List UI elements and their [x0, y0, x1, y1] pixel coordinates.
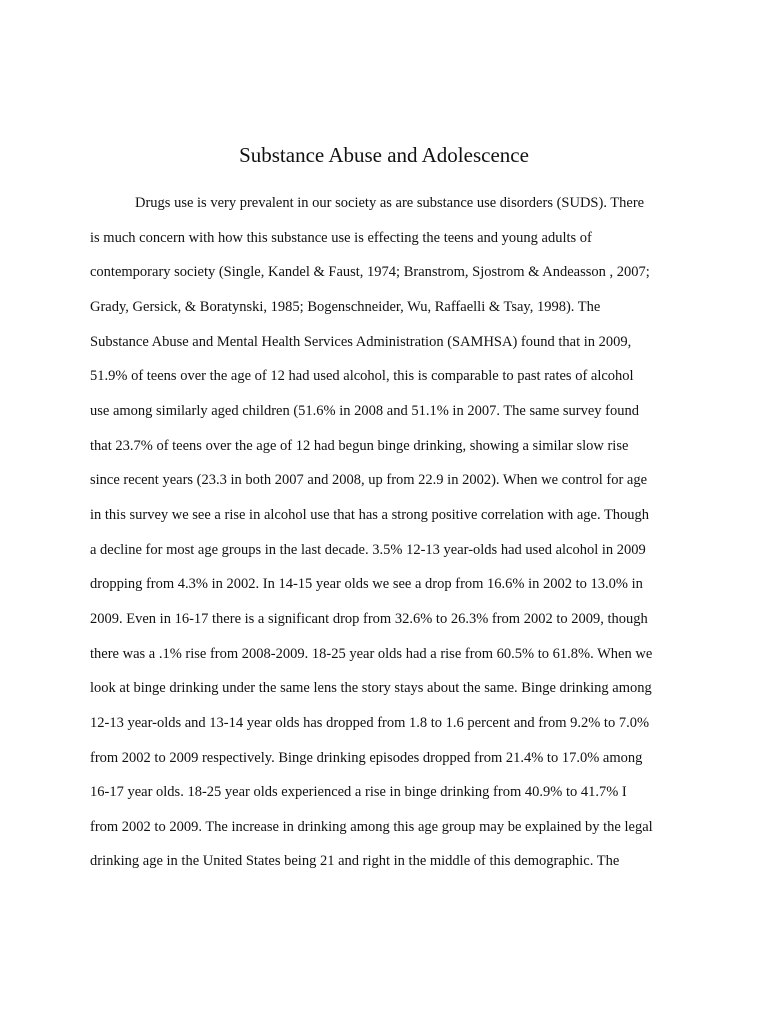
- body-line: use among similarly aged children (51.6% in 2008 and 51.1% in 2007. The same survey found: [90, 402, 640, 419]
- body-line: look at binge drinking under the same lens the story stays about the same. Binge drinking among: [90, 680, 652, 697]
- body-line: contemporary society (Single, Kandel & Faust, 1974; Branstrom, Sjostrom & Andeasson , 2007;: [90, 264, 650, 281]
- body-line: dropping from 4.3% in 2002. In 14-15 year olds we see a drop from 16.6% in 2002 to 13.0% in: [90, 576, 643, 593]
- body-line: there was a .1% rise from 2008-2009. 18-25 year olds had a rise from 60.5% to 61.8%. When we: [90, 645, 653, 662]
- body-line: is much concern with how this substance use is effecting the teens and young adults of: [90, 229, 592, 246]
- body-line: 16-17 year olds. 18-25 year olds experienced a rise in binge drinking from 40.9% to 41.7% I: [90, 784, 627, 801]
- body-line: from 2002 to 2009. The increase in drinking among this age group may be explained by the legal: [90, 818, 653, 835]
- body-line: drinking age in the United States being 21 and right in the middle of this demographic. The: [90, 853, 620, 870]
- body-line: Substance Abuse and Mental Health Services Administration (SAMHSA) found that in 2009,: [90, 333, 632, 350]
- body-line: that 23.7% of teens over the age of 12 had begun binge drinking, showing a similar slow rise: [90, 437, 629, 454]
- body-line: 12-13 year-olds and 13-14 year olds has dropped from 1.8 to 1.6 percent and from 9.2% to 7.0%: [90, 714, 650, 731]
- body-line: in this survey we see a rise in alcohol use that has a strong positive correlation with age. Though: [90, 506, 650, 523]
- body-line: Grady, Gersick, & Boratynski, 1985; Bogenschneider, Wu, Raffaelli & Tsay, 1998). The: [90, 298, 601, 315]
- body-line: 51.9% of teens over the age of 12 had used alcohol, this is comparable to past rates of alcohol: [90, 368, 634, 385]
- body-line: from 2002 to 2009 respectively. Binge drinking episodes dropped from 21.4% to 17.0% among: [90, 749, 643, 766]
- body-line: a decline for most age groups in the last decade. 3.5% 12-13 year-olds had used alcohol in 2009: [90, 541, 646, 558]
- document-title: Substance Abuse and Adolescence: [239, 143, 529, 167]
- body-line: Drugs use is very prevalent in our society as are substance use disorders (SUDS). There: [135, 195, 645, 211]
- body-line: since recent years (23.3 in both 2007 and 2008, up from 22.9 in 2002). When we control for age: [90, 472, 648, 489]
- document-body: [90, 191, 690, 884]
- body-line: 2009. Even in 16-17 there is a significant drop from 32.6% to 26.3% from 2002 to 2009, though: [90, 610, 648, 627]
